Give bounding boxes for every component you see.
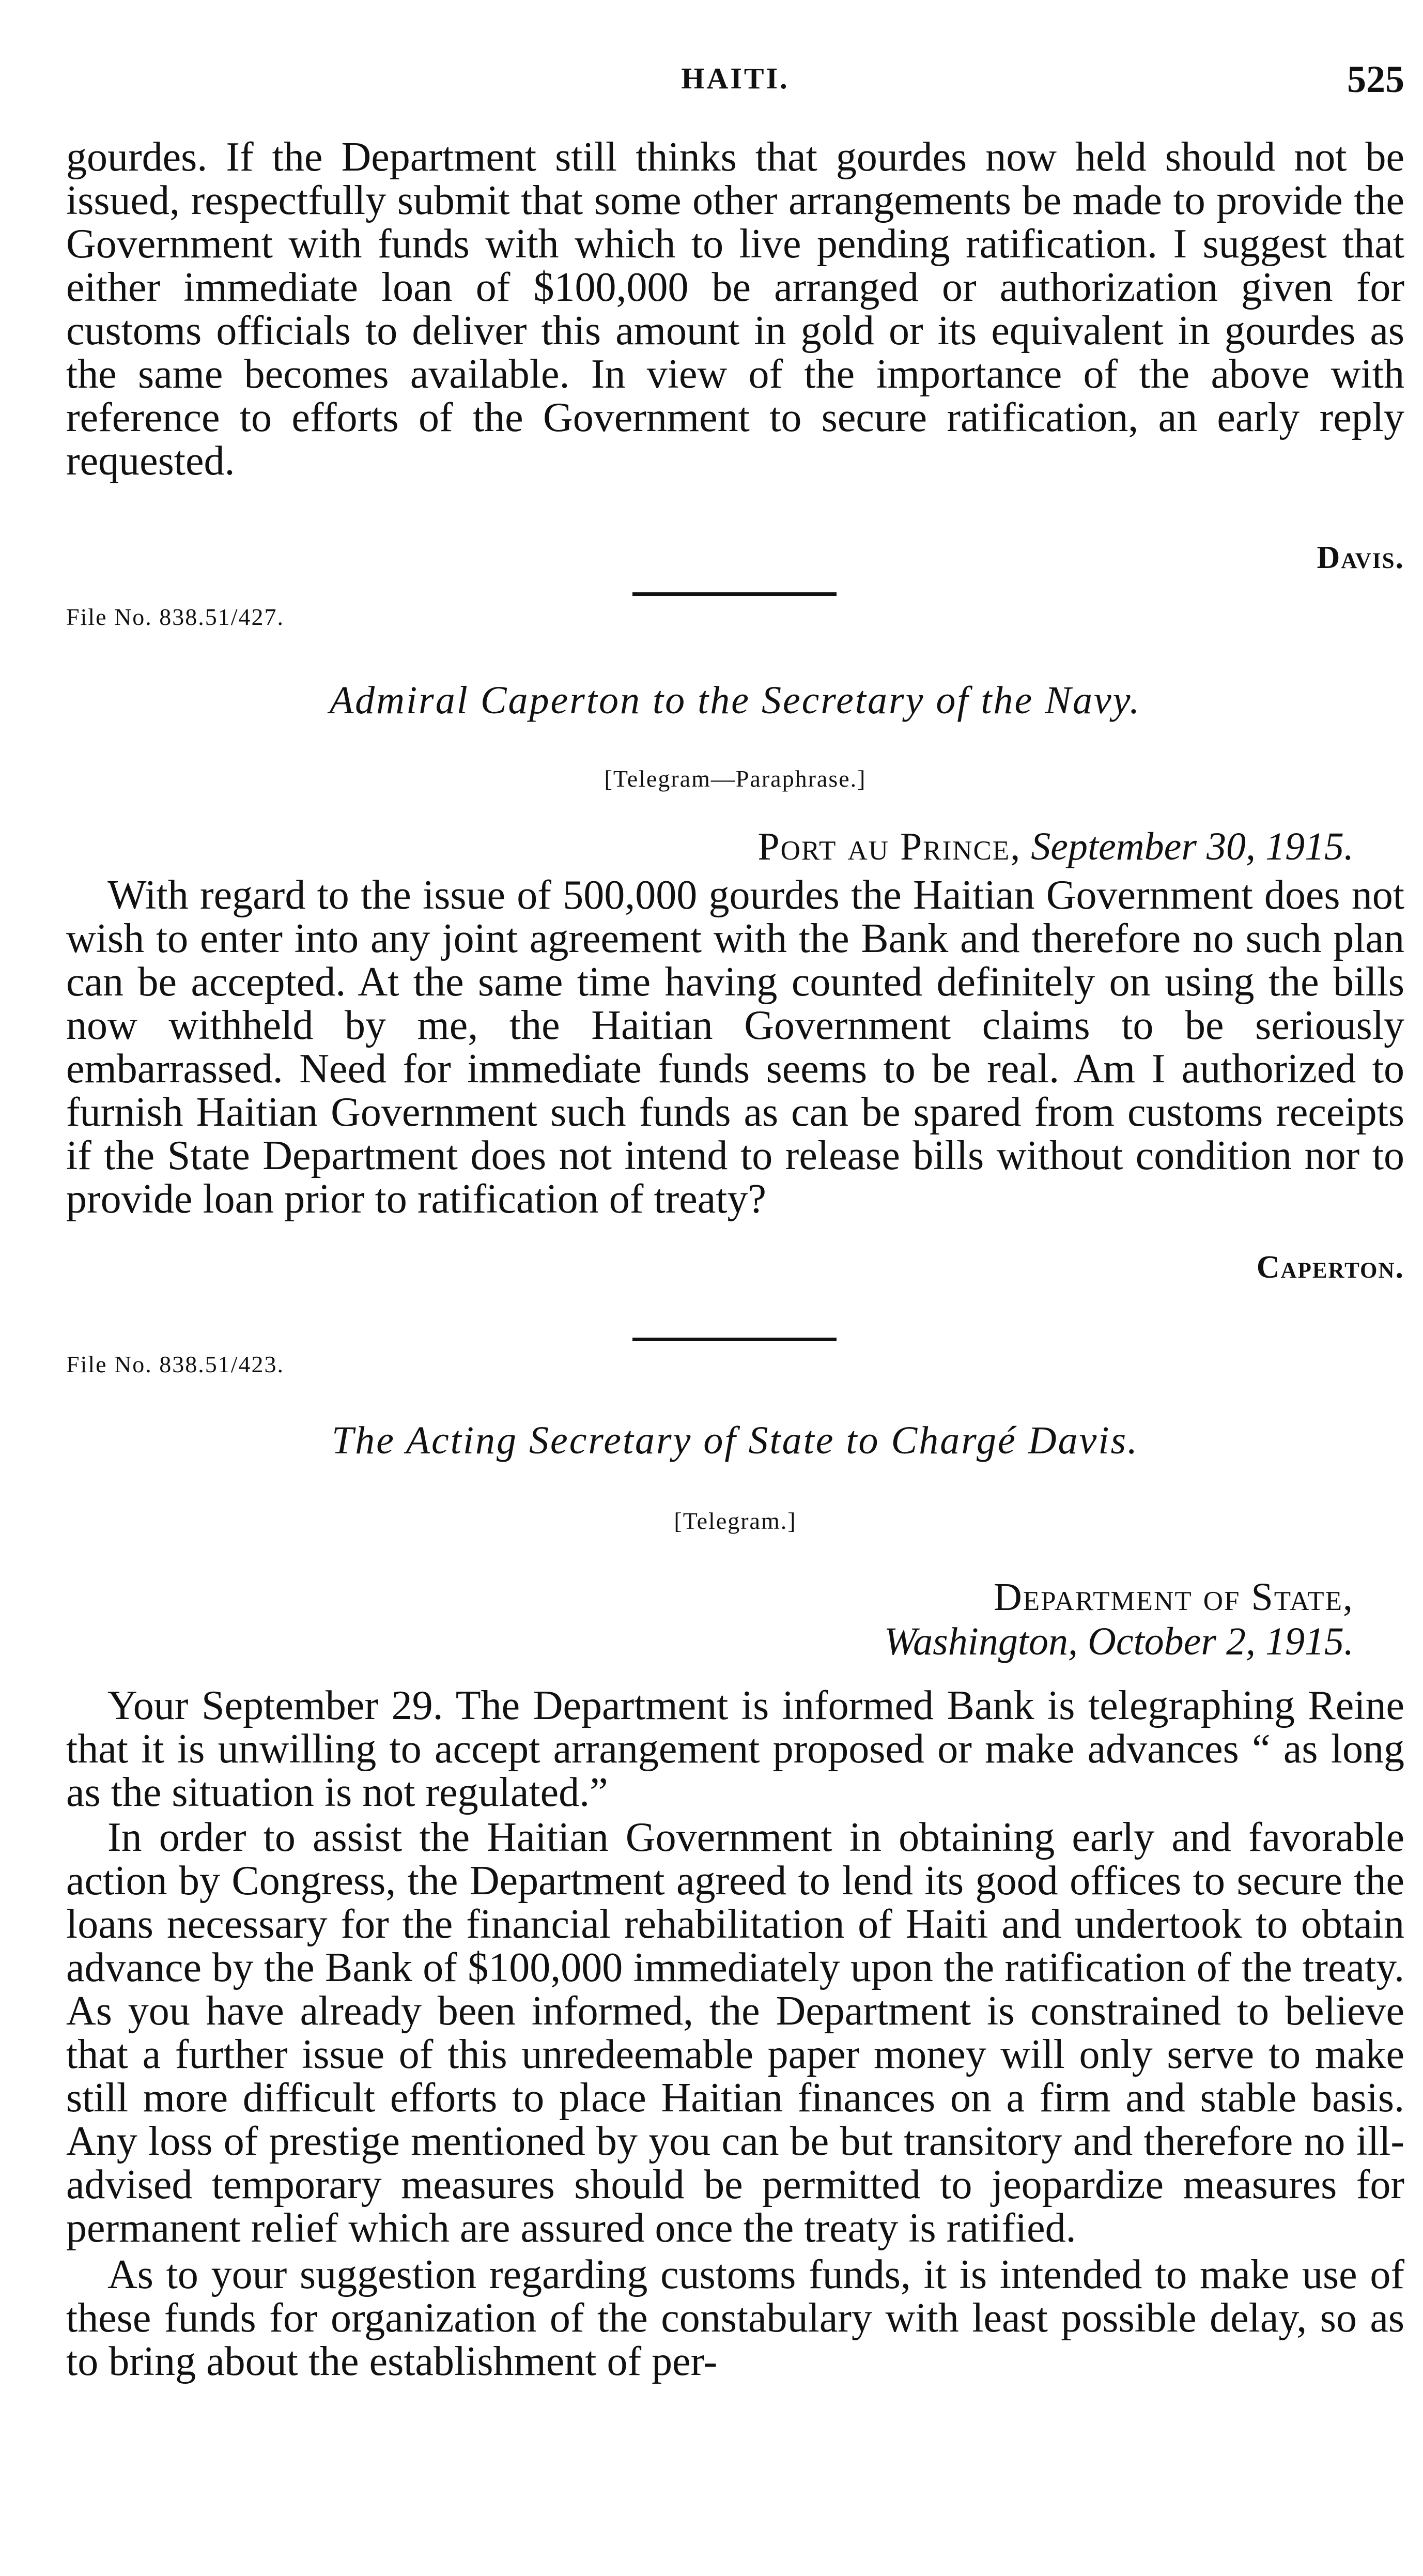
body-paragraph-1: Your September 29. The Department is informed Bank is telegraphing Reine that it is unwilling to accept arrangement proposed or make advances “ as long as the situation is not regulated.”: [66, 1683, 1404, 1815]
dateline: [884, 1575, 1354, 1664]
file-number: File No. 838.51/427.: [66, 604, 285, 630]
section-divider-rule: [632, 1338, 837, 1341]
body-paragraph: gourdes. If the Department still thinks that gourdes now held should not be issued, respectfully submit that some other arrangements be made to provide the Government with funds with which to live pending ratification. I suggest that either immediate loan of $100,000 be arranged or authorization given for customs officials to deliver this amount in gold or its equivalent in gourdes as the same becomes available. In view of the importance of the above with reference to efforts of the Government to secure ratification, an early reply requested.: [66, 134, 1404, 484]
dateline-date: Washington, October 2, 1915.: [884, 1620, 1354, 1663]
section-divider-rule: [632, 592, 837, 596]
signature: Caperton.: [1256, 1250, 1404, 1285]
dateline-place: Department of State,: [993, 1575, 1354, 1619]
page-number: 525: [1347, 58, 1404, 101]
body-paragraph: With regard to the issue of 500,000 gourdes the Haitian Government does not wish to enter into any joint agreement with the Bank and therefore no such plan can be accepted. At the same time having counted definitely on using the bills now withheld by me, the Haitian Government claims to be seriously embarrassed. Need for immediate funds seems to be real. Am I authorized to furnish Haitian Government such funds as can be spared from customs receipts if the State Department does not intend to release bills without condition nor to provide loan prior to ratification of treaty?: [66, 872, 1404, 1222]
document-title: Admiral Caperton to the Secretary of the Navy.: [329, 679, 1141, 722]
telegram-bracket: [Telegram.]: [674, 1508, 797, 1534]
running-head: HAITI.: [681, 62, 790, 95]
dateline-date: September 30, 1915.: [1031, 825, 1354, 868]
telegram-bracket: [Telegram—Paraphrase.]: [604, 765, 867, 792]
dateline-place: Port au Prince,: [757, 825, 1022, 868]
document-title: The Acting Secretary of State to Chargé Davis.: [331, 1419, 1139, 1462]
file-number: File No. 838.51/423.: [66, 1351, 285, 1377]
body-paragraph-3: As to your suggestion regarding customs funds, it is intended to make use of these funds for organization of the constabulary with least possible delay, so as to bring about the establishment of per-: [66, 2252, 1404, 2384]
dateline: [757, 824, 1354, 869]
signature: Davis.: [1317, 540, 1404, 575]
page-header: [66, 58, 1404, 118]
body-paragraph-2: In order to assist the Haitian Government in obtaining early and favorable action by Congress, the Department agreed to lend its good offices to secure the loans necessary for the financial rehabilitation of Haiti and undertook to obtain advance by the Bank of $100,000 immediately upon the ratification of the treaty. As you have already been informed, the Department is constrained to believe that a further issue of this unredeemable paper money will only serve to make still more difficult efforts to place Haitian finances on a firm and stable basis. Any loss of prestige mentioned by you can be but transitory and therefore no ill-advised temporary measures should be permitted to jeopardize measures for permanent relief which are assured once the treaty is ratified.: [66, 1815, 1404, 2251]
